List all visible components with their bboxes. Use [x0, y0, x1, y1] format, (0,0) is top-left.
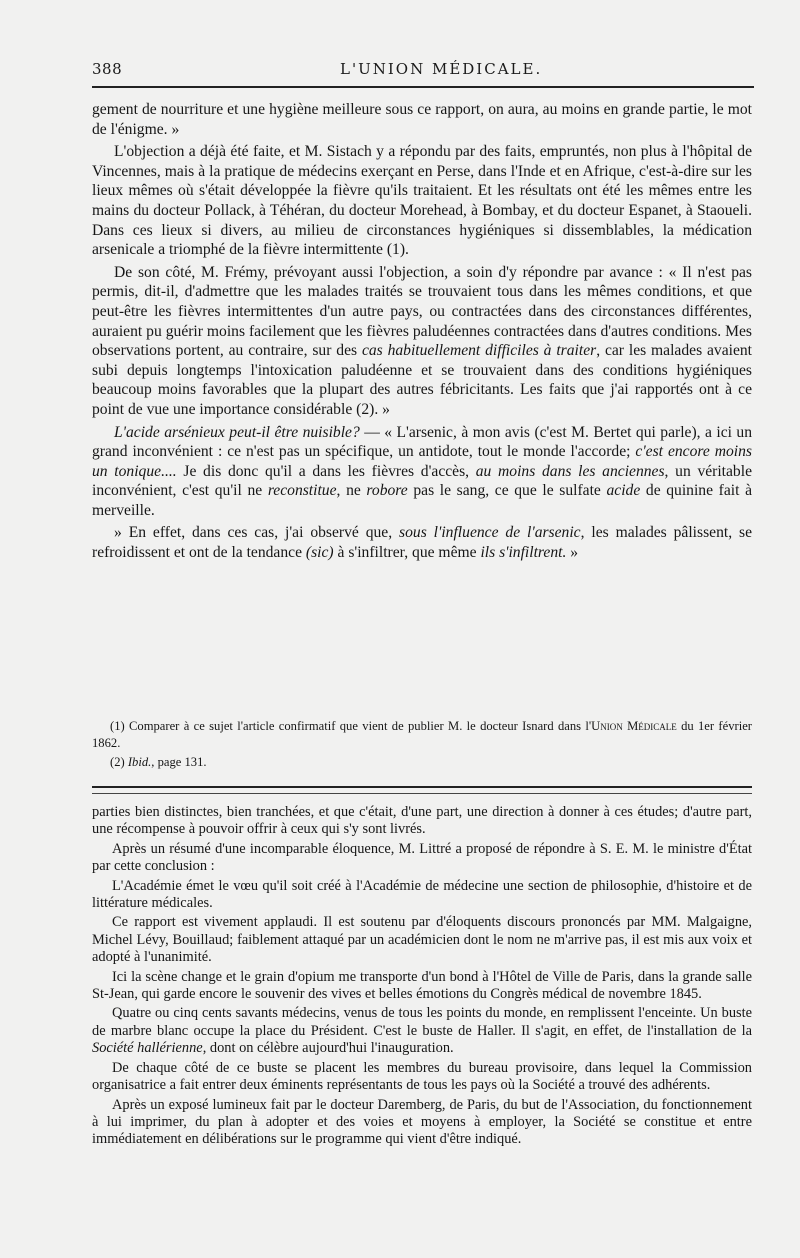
paragraph: Ici la scène change et le grain d'opium me transporte d'un bond à l'Hôtel de Ville de Paris, dans la grande salle St-Jean, qui garde encore le souvenir des vives et belles émotions du Congrès médical de novembre 1845.: [92, 968, 752, 1003]
paragraph: parties bien distinctes, bien tranchées, et que c'était, d'une part, une direction à donner à ces études; d'autre part, une récompense à pouvoir offrir à ceux qui s'y sont livrés.: [92, 804, 752, 838]
italic-run: Société hallérienne: [92, 1040, 203, 1057]
text-run: (2): [110, 755, 128, 769]
italic-run: robore: [366, 482, 408, 500]
paragraph: L'objection a déjà été faite, et M. Sistach y a répondu par des faits, empruntés, non plus à l'hôpital de Vincennes, mais à la pratique de médecins exerçant en Perse, dans l'Inde et en Afrique, c'est-à-dire sur les lieux mêmes où s'était développée la fièvre qu'ils traitaient. Et les résultats ont été les mêmes entre les mains du docteur Pollack, à Téhéran, du docteur Morehead, à Bombay, et du docteur Espanet, à Staoueli. Dans ces lieux si divers, au milieu de circonstances hygiéniques si dissemblables, la médication arsenicale a triomphé de la fièvre intermittente (1).: [92, 143, 752, 259]
text-run: , page 131.: [151, 755, 207, 769]
paragraph: gement de nourriture et une hygiène meilleure sous ce rapport, on aura, au moins en grande partie, le mot de l'énigme. »: [92, 101, 752, 138]
page-number: 388: [92, 60, 123, 78]
paragraph: [92, 423, 752, 521]
text-run: , dont on célèbre aujourd'hui l'inauguration.: [202, 1040, 454, 1057]
text-run: pas le sang, ce que le sulfate: [407, 482, 607, 500]
paragraph: [92, 1005, 752, 1057]
italic-run: au moins dans les anciennes: [475, 462, 665, 480]
text-run: Je dis donc qu'il a dans les fièvres d'accès,: [176, 462, 476, 480]
footnote-1: [92, 718, 752, 751]
italic-run: L'acide arsénieux peut-il être nuisible?: [114, 423, 360, 441]
text-run: à s'infiltrer, que même: [333, 544, 481, 562]
italic-run: sous l'influence de l'arsenic: [399, 524, 581, 542]
paragraph: Après un résumé d'une incomparable éloquence, M. Littré a proposé de répondre à S. E. M. le ministre d'État par cette conclusion :: [92, 840, 752, 875]
text-run: — « L'arsenic, à mon avis (c'est M. Bertet qui parle), a ici un grand inconvénient : ce n'est pas un spécifique, un antidote, tout le monde l'accorde;: [92, 423, 752, 461]
paragraph: Ce rapport est vivement applaudi. Il est soutenu par d'éloquents discours prononcés par MM. Malgaigne, Michel Lévy, Bouillaud; faiblement attaqué par un académicien dont le nom ne m'arrive pas, il est mis aux voix et adopté à l'unanimité.: [92, 914, 752, 966]
journal-name: Union Médicale: [591, 719, 677, 733]
italic-run: ils s'infiltrent.: [480, 544, 567, 562]
header-rule: [92, 86, 754, 88]
paragraph: De chaque côté de ce buste se placent les membres du bureau provisoire, dans lequel la Commission organisatrice a fait entrer deux éminents représentants de tous les pays où la Société a trouvé des adhérents.: [92, 1059, 752, 1094]
text-run: Quatre ou cinq cents savants médecins, venus de tous les points du monde, en remplissent l'enceinte. Un buste de marbre blanc occupe la place du Président. C'est le buste de Haller. Il s'agit, en effet, de l'installation de la: [92, 1005, 752, 1039]
text-run: (1) Comparer à ce sujet l'article confirmatif que vient de publier M. le docteur Isnard dans l': [110, 719, 592, 733]
text-run: , les malades pâlissent, se refroidissent et ont de la tendance: [92, 524, 752, 562]
upper-article: [92, 100, 752, 566]
paragraph: [92, 523, 752, 562]
text-run: , car les malades avaient subi depuis longtemps l'intoxication paludéenne et se trouvaient dans des conditions hygiéniques beaucoup moins favorables que la plupart des autres fébricitants. Les faits que j'ai rapportés ont à ce point de vue une importance considérable (2). »: [92, 342, 753, 418]
footnote-2: [92, 754, 752, 771]
page-header: [92, 60, 754, 84]
paragraph: [92, 263, 752, 420]
section-divider: [92, 786, 752, 794]
italic-run: reconstitue: [267, 482, 337, 500]
paragraph: Après un exposé lumineux fait par le docteur Daremberg, de Paris, du but de l'Association, du fonctionnement à lui imprimer, du plan à adopter et des voies et moyens à employer, la Société se constitue et entre immédiatement en délibérations sur le programme qui vient d'être indiqué.: [92, 1096, 752, 1148]
text-run: »: [566, 544, 579, 562]
italic-run: (sic): [305, 544, 334, 562]
footnotes: [92, 718, 752, 774]
text-run: De son côté, M. Frémy, prévoyant aussi l'objection, a soin d'y répondre par avance : « Il n'est pas permis, dit-il, d'admettre que les malades traités se trouvaient tous dans les mêmes conditions, et que peut-être les fièvres intermittentes d'un autre pays, ou contractées dans des circonstances différentes, auraient pu guérir moins facilement que les fièvres paludéennes contractées dans d'autres conditions. Mes observations portent, au contraire, sur des: [92, 263, 752, 360]
italic-run: c'est encore moins un tonique....: [92, 443, 752, 480]
text-run: » En effet, dans ces cas, j'ai observé que,: [114, 524, 400, 542]
text-run: , un véritable inconvénient, c'est qu'il ne: [92, 462, 752, 500]
text-run: de quinine fait à merveille.: [92, 482, 752, 519]
running-title: L'UNION MÉDICALE.: [340, 60, 543, 78]
text-run: , ne: [336, 482, 367, 500]
italic-run: acide: [606, 482, 641, 500]
italic-run: Ibid.: [127, 755, 152, 769]
text-run: du 1er février 1862.: [92, 719, 752, 750]
italic-run: cas habituellement difficiles à traiter: [361, 342, 597, 360]
lower-article: [92, 804, 752, 1151]
paragraph: L'Académie émet le vœu qu'il soit créé à l'Académie de médecine une section de philosophie, d'histoire et de littérature médicales.: [92, 877, 752, 912]
